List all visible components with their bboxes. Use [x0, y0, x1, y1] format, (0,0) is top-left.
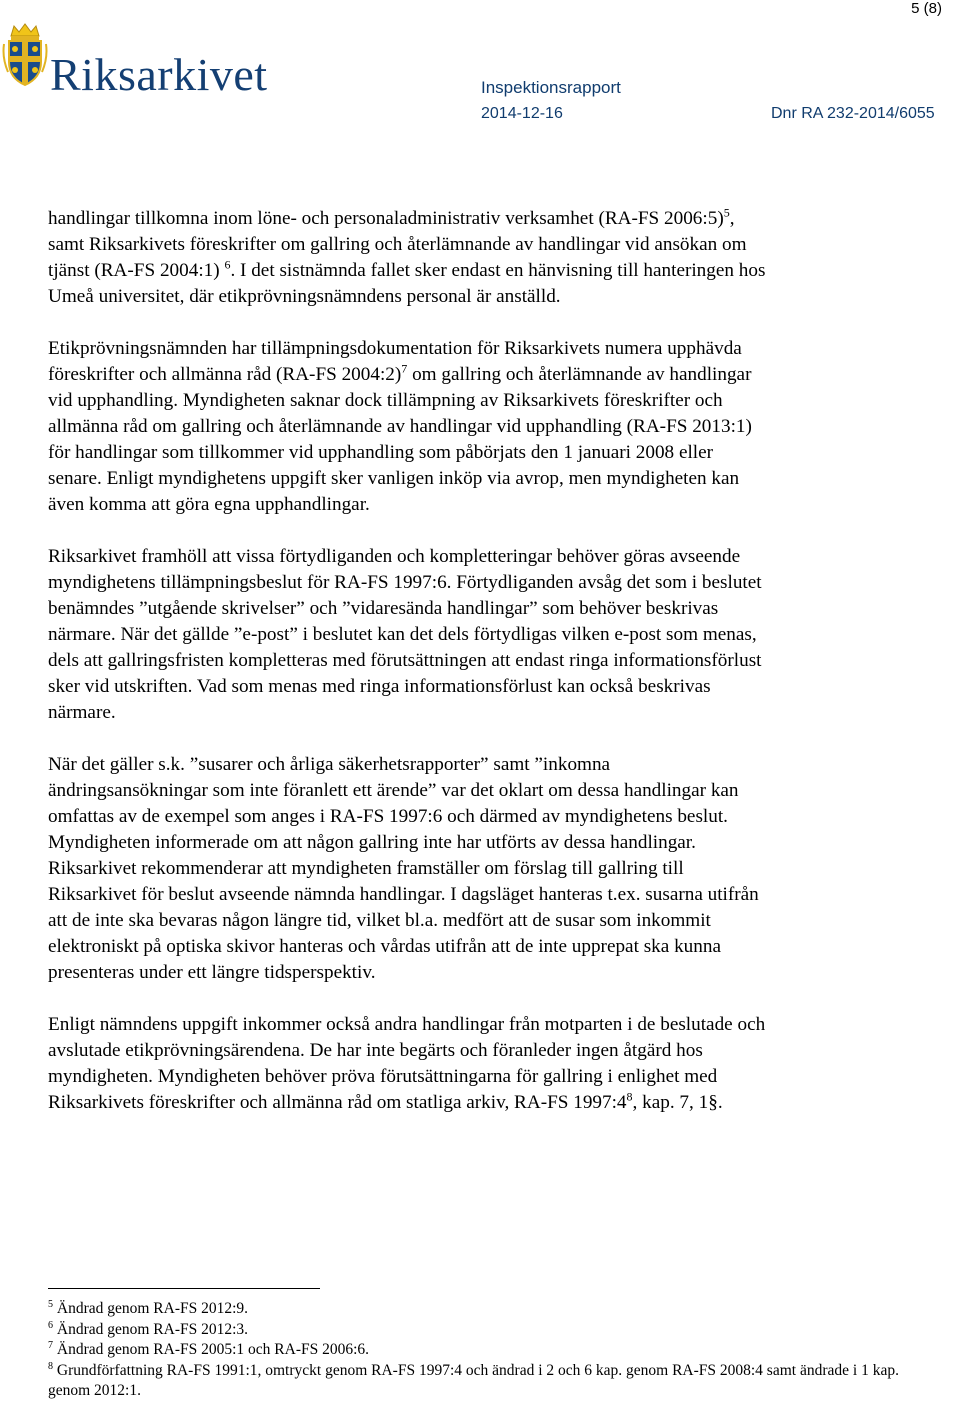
paragraph-text: Etikprövningsnämnden har tillämpningsdokumentation för Riksarkivets numera upphävda föreskrifter och allmänna råd (RA-FS 2004:2) [48, 338, 742, 385]
paragraph [48, 336, 768, 518]
footnote-number: 8 [48, 1360, 53, 1372]
footnote [48, 1340, 928, 1361]
footnote-separator [48, 1288, 320, 1289]
report-dnr: Dnr RA 232-2014/6055 [771, 105, 935, 122]
paragraph-text: handlingar tillkomna inom löne- och personaladministrativ verksamhet (RA-FS 2006:5) [48, 208, 724, 229]
footnote-text: Ändrad genom RA-FS 2005:1 och RA-FS 2006:6. [53, 1341, 370, 1358]
paragraph-text: , kap. 7, 1 [632, 1092, 709, 1113]
paragraph-text: om gallring och återlämnande av handlingar vid upphandling. Myndigheten saknar dock tillämpning av Riksarkivets föreskrifter och allmänna råd om gallring och återlämnande av handlingar vid upphandling (RA-FS 2013:1) för handlingar som tillkommer vid upphandling som påbörjats den 1 januari 2008 eller senare. Enligt myndighetens uppgift sker vanligen inköp via avrop, men myndigheten kan även komma att göra egna upphandlingar. [48, 364, 752, 515]
page-number: 5 (8) [911, 0, 942, 17]
coat-of-arms-icon [2, 22, 48, 88]
paragraph: Riksarkivet framhöll att vissa förtydliganden och kompletteringar behöver göras avseende myndighetens tillämpningsbeslut för RA-FS 1997:6. Förtydliganden avsåg det som i beslutet benämndes ”utgående skrivelser” och ”vidaresända handlingar” som behöver beskrivas närmare. När det gällde ”e-post” i beslutet kan det dels förtydligas vilken e-post som menas, dels att gallringsfristen kompletteras med förutsättningen att endast ringa informationsförlust sker vid utskriften. Vad som menas med ringa informationsförlust kan också beskrivas närmare. [48, 546, 762, 723]
footnote-ref: 6 [224, 257, 231, 272]
riksarkivet-logo [2, 22, 268, 112]
footnotes [48, 1299, 928, 1402]
document-body [48, 206, 768, 1142]
paragraph-text: Enligt nämndens uppgift inkommer också andra handlingar från motparten i de beslutade och avslutade etikprövningsärendena. De har inte begärts och föranleder ingen åtgärd hos myndigheten. Myndigheten behöver pröva förutsättningarna för gallring i enlighet med Riksarkivets föreskrifter och allmänna råd om statliga arkiv, RA-FS 1997:4 [48, 1014, 766, 1113]
footnote-number: 5 [48, 1298, 53, 1310]
footnote [48, 1320, 928, 1341]
report-date: 2014-12-16 [481, 105, 563, 122]
paragraph-text: , samt Riksarkivets föreskrifter om gallring och återlämnande av handlingar vid ansökan om tjänst (RA-FS 2004:1) [48, 208, 747, 281]
paragraph: När det gäller s.k. ”susarer och årliga säkerhetsrapporter” samt ”inkomna ändringsansökningar som inte föranlett ett ärende” var det oklart om dessa handlingar kan omfattas av de exempel som anges i RA-FS 1997:6 och därmed av myndighetens beslut. Myndigheten informerade om att någon gallring inte har utförts av dessa handlingar. Riksarkivet rekommenderar att myndigheten framställer om förslag till gallring till Riksarkivet för beslut avseende nämnda handlingar. I dagsläget hanteras t.ex. susarna utifrån att de inte ska bevaras någon längre tid, vilket bl.a. medfört att de susar som inkommit elektroniskt på optiska skivor hanteras och vårdas utifrån att de inte upprepat ska kunna presenteras under ett längre tidsperspektiv. [48, 754, 759, 983]
logo-wordmark: Riksarkivet [50, 49, 268, 100]
footnote-ref: 7 [401, 361, 408, 376]
footnote [48, 1361, 928, 1402]
footnote-ref: 8 [626, 1089, 633, 1104]
footnote-number: 7 [48, 1339, 53, 1351]
paragraph-text: . I det sistnämnda fallet sker endast en hänvisning till hanteringen hos Umeå universitet, där etikprövningsnämndens personal är anställd. [48, 260, 766, 307]
paragraph [48, 1012, 768, 1116]
paragraph-text: §. [708, 1092, 723, 1113]
footnote-number: 6 [48, 1319, 53, 1331]
footnote-text: Ändrad genom RA-FS 2012:3. [53, 1320, 249, 1338]
footnote [48, 1299, 928, 1320]
footnote-text: Ändrad genom RA-FS 2012:9. [53, 1300, 249, 1317]
paragraph [48, 206, 768, 310]
footnote-ref: 5 [723, 205, 730, 220]
footnote-text: Grundförfattning RA-FS 1991:1, omtryckt genom RA-FS 1997:4 och ändrad i 2 och 6 kap. genom RA-FS 2008:4 samt ändrade i 1 kap. genom 2012:1. [48, 1361, 899, 1399]
report-type: Inspektionsrapport [481, 78, 621, 97]
